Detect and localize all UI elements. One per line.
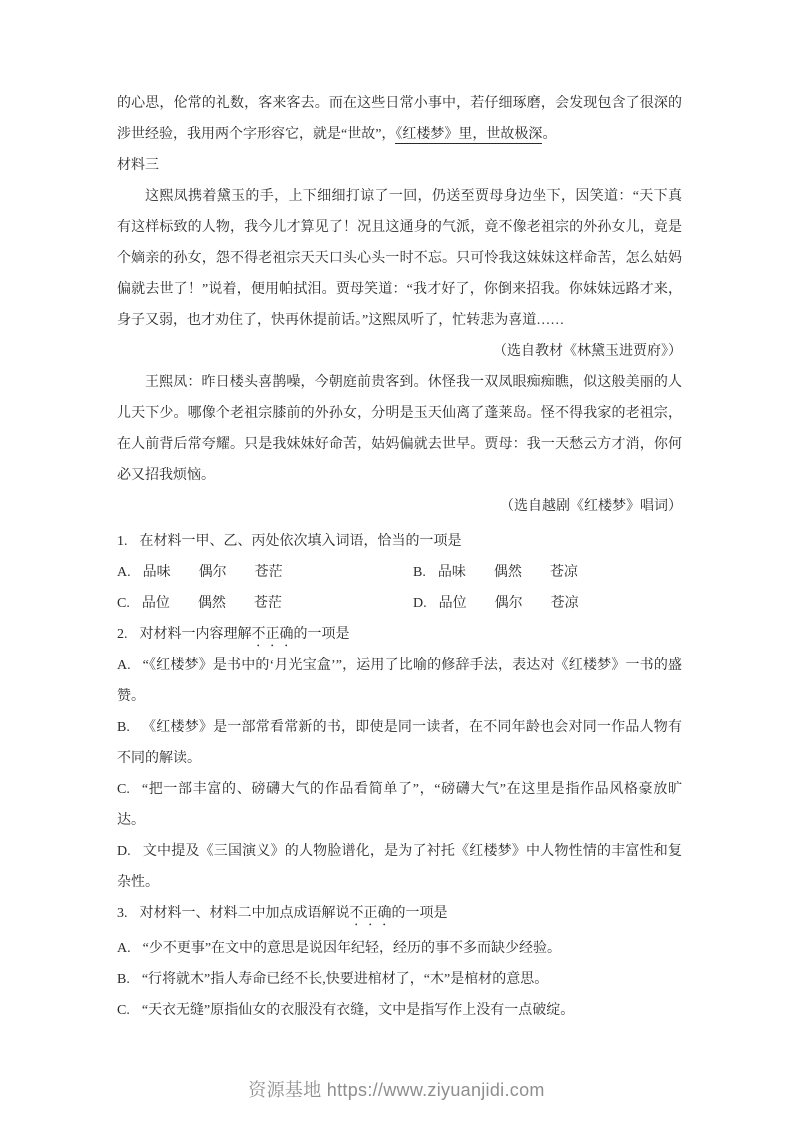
question-2-text-prefix: 对材料一内容理解 [139,627,252,642]
option-d-label: D. [117,844,131,859]
question-2-number: 2. [117,627,128,642]
opera-lyrics-paragraph: 王熙凤：昨日楼头喜鹊噪，今朝庭前贵客到。休怪我一双凤眼痴痴瞧，似这般美丽的人儿天下少。哪像个老祖宗膝前的外孙女，分明是玉天仙离了蓬莱岛。怪不得我家的老祖宗，在人前背后常夸耀。只是我妹妹好命苦，姑妈偏就去世早。贾母：我一天愁云方才消，你何必又招我烦恼。 [117,375,682,483]
question-2-option-a [117,650,682,712]
option-b-text: 《红楼梦》是一部常看常新的书，即使是同一读者，在不同年龄也会对同一作品人物有不同的解读。 [117,720,682,766]
question-3-option-c [117,995,682,1026]
option-a-text: “《红楼梦》是书中的‘月光宝盒’”，运用了比喻的修辞手法，表达对《红楼梦》一书的盛赞。 [117,658,682,704]
option-d-text: 品位 偶尔 苍凉 [438,596,579,611]
option-a-text: 品味 偶尔 苍茫 [142,565,283,580]
question-3-text-suffix: 的一项是 [391,906,448,921]
option-b-label: B. [413,565,426,580]
material-three-label: 材料三 [117,158,159,173]
option-b-label: B. [117,720,130,735]
question-3-option-b [117,964,682,995]
option-c-label: C. [117,596,130,611]
option-c-text: 品位 偶然 苍茫 [141,596,282,611]
option-b-text: “行将就木”指人寿命已经不长,快要进棺材了，“木”是棺材的意思。 [141,972,549,987]
question-3-stem [117,898,682,929]
option-c-label: C. [117,1003,130,1018]
question-3-option-a [117,933,682,964]
question-3-number: 3. [117,906,128,921]
question-2-emphasized-text: 不正确 [251,627,294,642]
footer-watermark: 资源基地 https://www.ziyuanjidi.com [248,1080,545,1100]
question-1-option-d [413,588,682,619]
question-3-emphasized-text: 不正确 [349,906,392,921]
question-2-option-b [117,712,682,774]
source-line-opera: （选自越剧《红楼梦》唱词） [500,499,682,514]
option-a-label: A. [117,565,131,580]
question-1-text: 在材料一甲、乙、丙处依次填入词语，恰当的一项是 [139,534,462,549]
underlined-phrase: 《红楼梦》里，世故极深 [395,127,543,142]
option-c-text: “天衣无缝”原指仙女的衣服没有衣缝，文中是指写作上没有一点破绽。 [141,1003,575,1018]
option-b-label: B. [117,972,130,987]
question-2-stem [117,619,682,650]
exam-content [117,88,682,1026]
material-three-paragraph: 这熙凤携着黛玉的手，上下细细打谅了一回，仍送至贾母身边坐下，因笑道：“天下真有这样标致的人物，我今儿才算见了！况且这通身的气派，竟不像老祖宗的外孙女儿，竟是个嫡亲的孙女，怨不得老祖宗天天口头心头一时不忘。只可怜我这妹妹这样命苦，怎么姑妈偏就去世了！”说着，便用帕拭泪。贾母笑道：“我才好了，你倒来招我。你妹妹远路才来，身子又弱，也才劝住了，快再休提前话。”这熙凤听了，忙转悲为喜道…… [117,189,682,328]
question-2-option-c [117,774,682,836]
question-1-option-c [117,588,413,619]
intro-continuation-paragraph [117,88,682,150]
option-b-text: 品味 偶然 苍凉 [437,565,578,580]
question-2-text-suffix: 的一项是 [293,627,350,642]
option-d-label: D. [413,596,427,611]
question-2-option-d [117,836,682,898]
option-d-text: 文中提及《三国演义》的人物脸谱化，是为了衬托《红楼梦》中人物性情的丰富性和复杂性。 [117,844,682,890]
intro-text-before-underline: 的心思，伦常的礼数，客来客去。而在这些日常小事中，若仔细琢磨，会发现包含了很深的涉世经验，我用两个字形容它，就是“世故”， [117,96,682,142]
question-1-option-a [117,557,413,588]
option-a-text: “少不更事”在文中的意思是说因年纪轻，经历的事不多而缺少经验。 [142,941,562,956]
option-c-text: “把一部丰富的、磅礴大气的作品看简单了”，“磅礴大气”在这里是指作品风格豪放旷达。 [117,782,682,828]
intro-text-after-underline: 。 [542,127,557,142]
source-line-textbook: （选自教材《林黛玉进贾府》） [493,344,682,359]
option-c-label: C. [117,782,130,797]
question-1-number: 1. [117,534,128,549]
page-footer [0,1076,793,1102]
option-a-label: A. [117,941,131,956]
question-1-option-b [413,557,682,588]
question-3-text-prefix: 对材料一、材料二中加点成语解说 [139,906,350,921]
question-1-options [117,557,682,619]
question-1-stem [117,526,682,557]
option-a-label: A. [117,658,131,673]
